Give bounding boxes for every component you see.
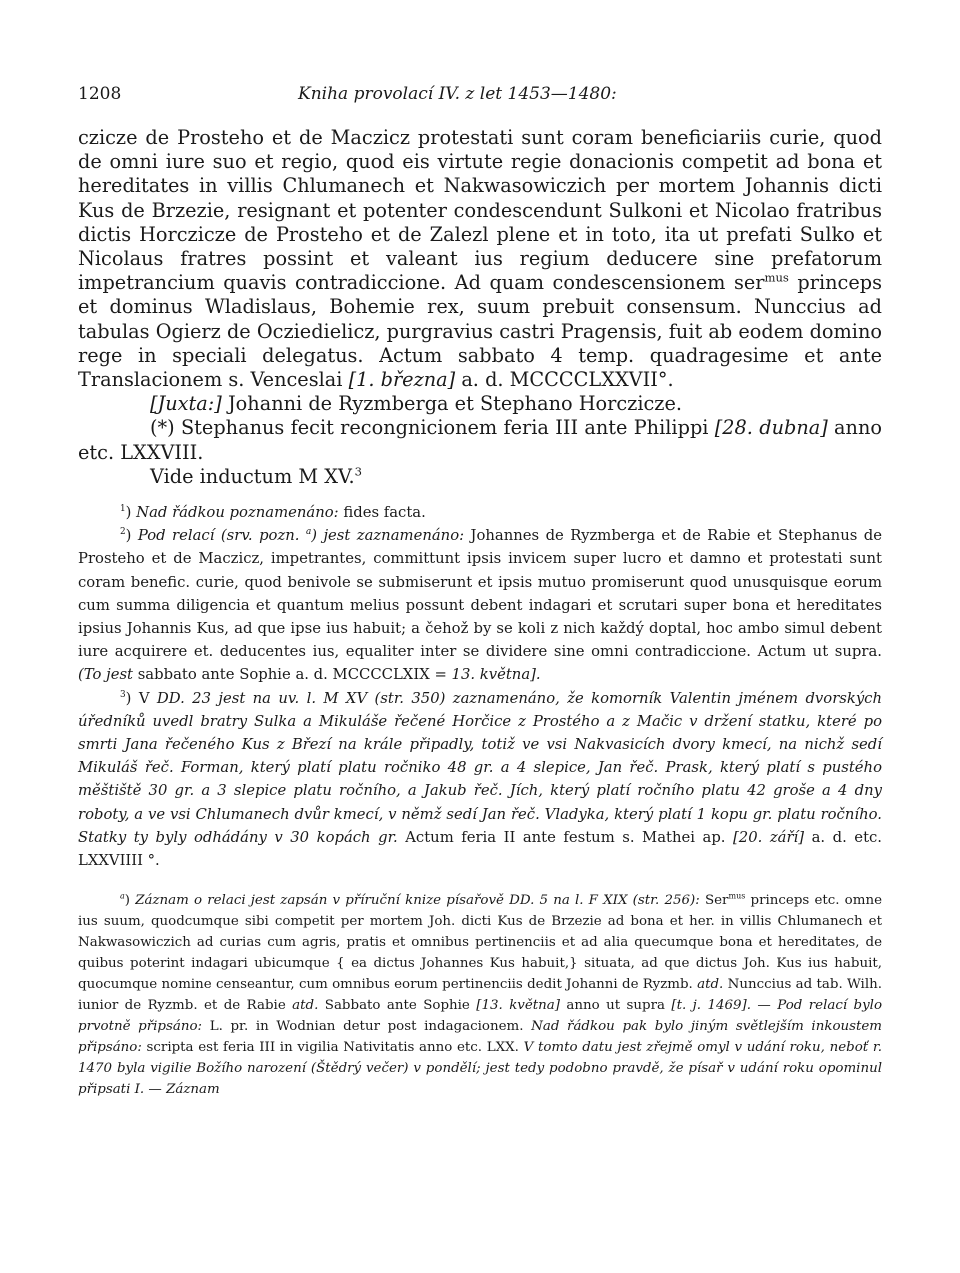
subnote-a: $^a$) Záznam o relaci jest zapsán v příruční knize písařově DD. 5 na l. F XIX (str. 256): Ser$^{mus}$ princeps etc. omne ius suum, quodcumque sibi competit per mortem Joh. dicti Kus de Brzezie ad bona et her. in villis Chlumanech et Nakwasowiczich ad curias cum agris, pratis et omnibus pertinenciis et ad alia quecumque bona et hereditates, de quibus poterint indagari ubicumque { ea dictus Johannes Kus habuit,} situata, ad que dictus Joh. Kus ius habuit, quocumque nomine censeantur, cum omnibus eorum pertinenciis dedit Johanni de Ryzmb. atd. Nunccius ad tab. Wilh. iunior de Ryzmb. et de Rabie atd. Sabbato ante Sophie [13. května] anno ut supra [t. j. 1469]. — Pod relací bylo prvotně připsáno: L. pr. in Wodnian detur post indagacionem. Nad řádkou pak bylo jiným světlejším inkoustem připsáno: scripta est feria III in vigilia Nativitatis anno etc. LXX. V tomto datu jest zřejmě omyl v udání roku, neboť r. 1470 byla vigilie Božího narození (Štědrý večer) v pondělí; jest tedy podobno pravdě, že písař v udání roku opominul připsati I. — Záznam: [78, 891, 883, 1098]
footnote-2: $^2$) Pod relací (srv. pozn. $^a$) jest zaznamenáno: Johannes de Ryzmberga et de Rabie et Stephanus de Prosteho et de Maczicz, impetrantes, committunt ipsis invicem super lucro et damno et protestati sunt coram benefic. curie, quod benivole se submiserunt et ipsis mutuo promiserunt quod unusquisque eorum cum summa diligencia et quantum melius possunt debent indagari et scrutari super bona et hereditates ipsius Johannis Kus, ad que ipse ius habuit; a čehož by se koli z nich každý doptal, hoc ambo simul debent iure acquirere et. deducentes ius, equaliter inter se dividere sine omni contradiccione. Actum ut supra. (To jest sabbato ante Sophie a. d. MCCCCLXIX = 13. května].: [78, 527, 882, 684]
main-text: [78, 126, 882, 489]
document-page: [78, 80, 882, 1100]
vide-line: Vide inductum M XV.$^3$: [150, 464, 363, 488]
page-number: 1208: [78, 84, 122, 104]
footnote-1: $^1$) Nad řádkou poznamenáno: fides facta.: [120, 504, 426, 522]
footnotes: [78, 501, 882, 872]
page-header: [78, 80, 882, 114]
running-title: Kniha provolací IV. z let 1453—1480:: [298, 84, 617, 104]
footnote-3: $^3$) V DD. 23 jest na uv. l. M XV (str. 350) zaznamenáno, že komorník Valentin jménem dvorských úředníků uvedl bratry Sulka a Mikuláše řečené Horčice z Prostého a z Mačic v držení statku, které po smrti Jana řečeného Kus z Březí na krále připadly, totiž ve vsi Nakvasicích dvory kmecí, na nichž sedí Mikuláš řeč. Forman, který platí platu ročniko 48 gr. a 4 slepice, Jan řeč. Prask, který platí s pustého měštiště 30 gr. a 3 slepice platu ročního, a Jakub řeč. Jích, který platí ročního platu 42 groše a 4 dny roboty, a ve vsi Chlumanech dvůr kmecí, v němž sedí Jan řeč. Vladyka, který platí 1 kopu gr. platu ročního. Statky ty byly odhádány v 30 kopách gr. Actum feria II ante festum s. Mathei ap. [20. září] a. d. etc. LXXVIIII °.: [78, 689, 883, 870]
main-paragraph: czicze de Prosteho et de Maczicz protestati sunt coram beneficiariis curie, quod de omni iure suo et regio, quod eis virtute regie donacionis competit ad bona et hereditates in villis Chlumanech et Nakwasowiczich per mortem Johannis dicti Kus de Brzezie, resignant et potenter condescendunt Sulkoni et Nicolao fratribus dictis Horczicze de Prosteho et de Zalezl plene et in toto, ita ut prefati Sulko et Nicolaus fratres possint et valeant ius regium deducere sine prefatorum impetrancium quavis contradiccione. Ad quam condescensionem ser$^{mus}$ princeps et dominus Wladislaus, Bohemie rex, suum prebuit consensum. Nunccius ad tabulas Ogierz de Ocziedielicz, purgravius castri Pragensis, fuit ab eodem domino rege in speciali delegatus. Actum sabbato 4 temp. quadragesime et ante Translacionem s. Venceslai [1. března] a. d. MCCCCLXXVII°.: [78, 126, 882, 392]
recognition-paragraph: (*) Stephanus fecit recongnicionem feria III ante Philippi [28. dubna] anno etc. LXXVIII.: [78, 416, 882, 464]
juxta-line: [Juxta:] Johanni de Ryzmberga et Stephano Horczicze.: [150, 392, 682, 416]
subnote: [78, 890, 882, 1100]
